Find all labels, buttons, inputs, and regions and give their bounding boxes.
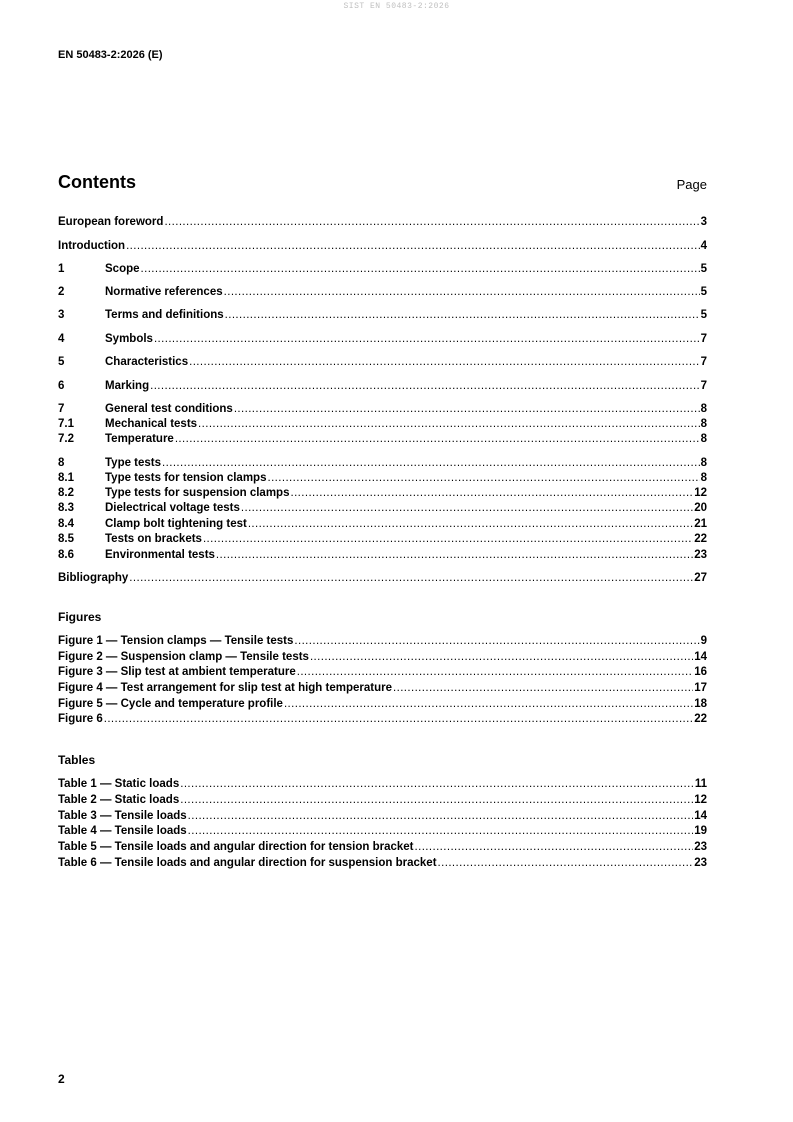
- page-column-label: Page: [676, 177, 707, 192]
- toc-entry[interactable]: [58, 547, 707, 562]
- table-entry-title: Table 1 — Static loads: [58, 778, 180, 790]
- toc-entry[interactable]: [58, 431, 707, 446]
- toc-entry-page: 7: [700, 380, 707, 392]
- figure-entry[interactable]: [58, 633, 707, 648]
- table-entry[interactable]: [58, 792, 707, 807]
- table-entry-title: Table 6 — Tensile loads and angular direction for suspension bracket: [58, 857, 437, 869]
- table-entry-page: 19: [694, 825, 707, 837]
- toc-entry-title: Type tests: [105, 457, 162, 469]
- toc-entry[interactable]: [58, 307, 707, 322]
- toc-entry-title: Temperature: [105, 433, 174, 445]
- toc-entry[interactable]: [58, 354, 707, 369]
- toc-entry-number: 6: [58, 380, 65, 392]
- table-entry-title: Table 2 — Static loads: [58, 794, 180, 806]
- table-entry-title: Table 4 — Tensile loads: [58, 825, 187, 837]
- figure-entry[interactable]: [58, 680, 707, 695]
- figure-entry-title: Figure 6: [58, 713, 103, 725]
- toc-entry-title: Tests on brackets: [105, 533, 202, 545]
- toc-entry-title: European foreword: [58, 216, 164, 228]
- figures-heading: Figures: [58, 610, 102, 624]
- toc-entry-title: Scope: [105, 263, 140, 275]
- toc-entry-page: 20: [694, 502, 707, 514]
- toc-entry-page: 3: [700, 216, 707, 228]
- document-id: EN 50483-2:2026 (E): [58, 49, 163, 61]
- figure-entry-title: Figure 2 — Suspension clamp — Tensile tests: [58, 651, 309, 663]
- toc-entry-number: 7.1: [58, 418, 74, 430]
- contents-title: Contents: [58, 172, 136, 192]
- table-entry-page: 23: [694, 841, 707, 853]
- toc-entry-number: 8.5: [58, 533, 74, 545]
- table-entry-page: 23: [694, 857, 707, 869]
- toc-entry-page: 23: [694, 549, 707, 561]
- figure-entry-page: 9: [700, 635, 707, 647]
- figure-entry-page: 18: [694, 698, 707, 710]
- toc-entry-title: Type tests for tension clamps: [105, 472, 267, 484]
- toc-entry-title: Bibliography: [58, 572, 129, 584]
- toc-entry[interactable]: [58, 416, 707, 431]
- toc-entry-number: 8.4: [58, 518, 74, 530]
- toc-entry-page: 7: [700, 333, 707, 345]
- toc-entry-title: Terms and definitions: [105, 309, 224, 321]
- table-entry-title: Table 5 — Tensile loads and angular direction for tension bracket: [58, 841, 414, 853]
- toc-entry-number: 8: [58, 457, 65, 469]
- toc-entry-page: 5: [700, 309, 707, 321]
- page-number: 2: [58, 1072, 65, 1086]
- toc-entry-number: 1: [58, 263, 65, 275]
- table-entry-title: Table 3 — Tensile loads: [58, 810, 187, 822]
- toc-entry[interactable]: [58, 485, 707, 500]
- toc-entry-page: 5: [700, 263, 707, 275]
- watermark: SIST EN 50483-2:2026: [343, 2, 450, 11]
- toc-entry[interactable]: [58, 516, 707, 531]
- toc-entry-number: 8.2: [58, 487, 74, 499]
- toc-entry[interactable]: [58, 238, 707, 253]
- toc-entry-page: 8: [700, 472, 707, 484]
- toc-entry-title: Environmental tests: [105, 549, 215, 561]
- toc-entry-page: 27: [694, 572, 707, 584]
- figure-entry-page: 17: [694, 682, 707, 694]
- toc-entry-page: 8: [700, 418, 707, 430]
- table-entry[interactable]: [58, 839, 707, 854]
- toc-entry-title: Introduction: [58, 240, 126, 252]
- toc-entry-title: Type tests for suspension clamps: [105, 487, 290, 499]
- table-entry[interactable]: [58, 823, 707, 838]
- toc-entry[interactable]: [58, 401, 707, 416]
- toc-entry-page: 7: [700, 356, 707, 368]
- toc-entry-number: 3: [58, 309, 65, 321]
- toc-entry-number: 7.2: [58, 433, 74, 445]
- table-entry[interactable]: [58, 855, 707, 870]
- toc-entry-number: 8.6: [58, 549, 74, 561]
- table-entry[interactable]: [58, 776, 707, 791]
- figure-entry-title: Figure 4 — Test arrangement for slip test at high temperature: [58, 682, 392, 694]
- figure-entry[interactable]: [58, 696, 707, 711]
- figure-entry-page: 22: [694, 713, 707, 725]
- toc-entry-number: 2: [58, 286, 65, 298]
- toc-entry[interactable]: [58, 531, 707, 546]
- toc-entry-number: 8.1: [58, 472, 74, 484]
- toc-entry-title: Normative references: [105, 286, 223, 298]
- toc-entry-title: General test conditions: [105, 403, 233, 415]
- toc-entry-number: 4: [58, 333, 65, 345]
- toc-entry-page: 12: [694, 487, 707, 499]
- figure-entry-title: Figure 3 — Slip test at ambient temperature: [58, 666, 296, 678]
- figure-entry-title: Figure 1 — Tension clamps — Tensile tests: [58, 635, 294, 647]
- figure-entry[interactable]: [58, 711, 707, 726]
- toc-entry[interactable]: [58, 378, 707, 393]
- toc-entry[interactable]: [58, 284, 707, 299]
- toc-entry-title: Symbols: [105, 333, 153, 345]
- table-entry-page: 14: [694, 810, 707, 822]
- toc-entry[interactable]: [58, 455, 707, 470]
- toc-entry-title: Mechanical tests: [105, 418, 198, 430]
- figure-entry-title: Figure 5 — Cycle and temperature profile: [58, 698, 283, 710]
- figure-entry-page: 14: [694, 651, 707, 663]
- toc-entry-page: 22: [694, 533, 707, 545]
- toc-entry-number: 8.3: [58, 502, 74, 514]
- toc-entry-title: Characteristics: [105, 356, 189, 368]
- toc-entry-number: 7: [58, 403, 65, 415]
- toc-entry[interactable]: [58, 500, 707, 515]
- toc-entry-title: Clamp bolt tightening test: [105, 518, 247, 530]
- figure-entry[interactable]: [58, 664, 707, 679]
- toc-entry-page: 8: [700, 433, 707, 445]
- toc-entry[interactable]: [58, 261, 707, 276]
- table-entry-page: 12: [694, 794, 707, 806]
- toc-entry[interactable]: [58, 331, 707, 346]
- figure-entry[interactable]: [58, 649, 707, 664]
- toc-entry-page: 4: [700, 240, 707, 252]
- toc-entry-page: 5: [700, 286, 707, 298]
- toc-entry-page: 8: [700, 457, 707, 469]
- toc-entry[interactable]: [58, 470, 707, 485]
- toc-entry[interactable]: [58, 570, 707, 585]
- figure-entry-page: 16: [694, 666, 707, 678]
- toc-entry-page: 8: [700, 403, 707, 415]
- tables-heading: Tables: [58, 753, 96, 767]
- toc-entry-title: Dielectrical voltage tests: [105, 502, 240, 514]
- table-entry[interactable]: [58, 808, 707, 823]
- toc-entry[interactable]: [58, 214, 707, 229]
- toc-entry-page: 21: [694, 518, 707, 530]
- table-entry-page: 11: [694, 778, 707, 790]
- toc-entry-number: 5: [58, 356, 65, 368]
- toc-entry-title: Marking: [105, 380, 150, 392]
